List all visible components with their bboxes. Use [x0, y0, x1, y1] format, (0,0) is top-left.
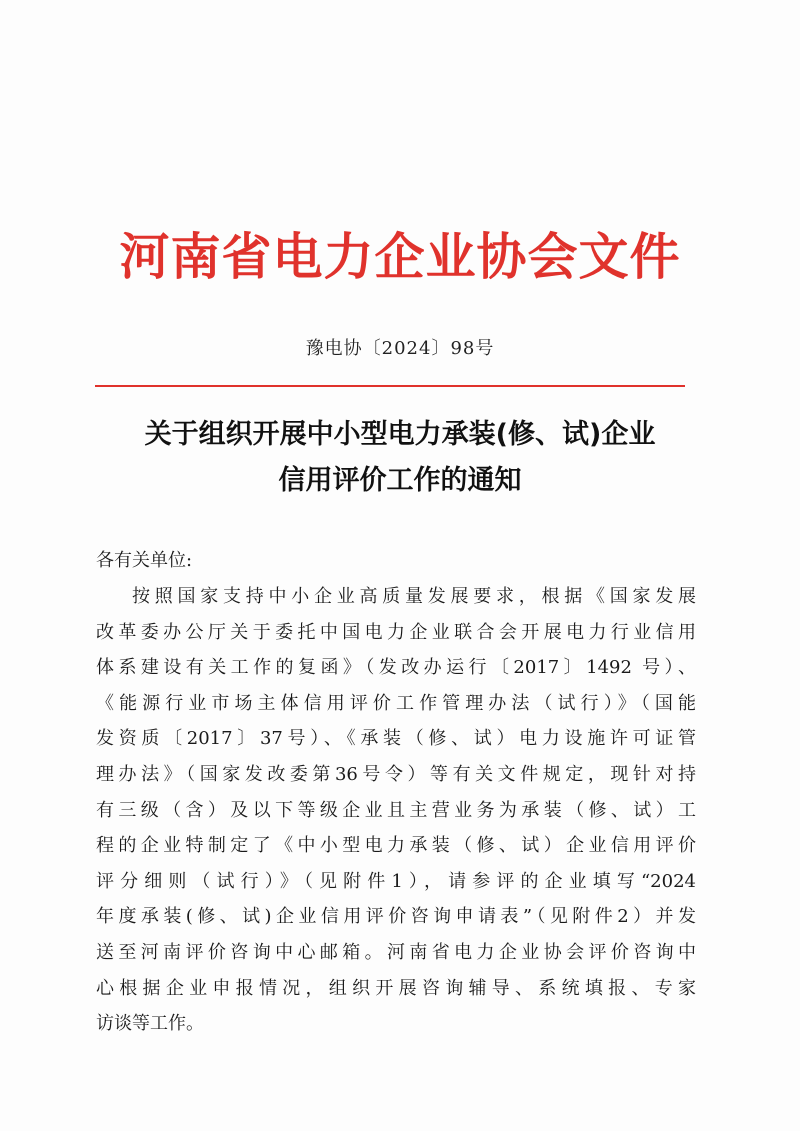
- body-line: 访谈等工作。: [96, 1013, 204, 1035]
- salutation: 各有关单位:: [96, 550, 193, 571]
- document-title-line-2: 信用评价工作的通知: [278, 465, 522, 496]
- body-line: 年度承装(修、试)企业信用评价咨询申请表”（见附件2）并发: [96, 906, 696, 928]
- document-title: [90, 412, 710, 504]
- body-line: 《能源行业市场主体信用评价工作管理办法（试行）》（国能: [96, 692, 696, 714]
- body-line: 理办法》（国家发改委第36号令）等有关文件规定，现针对持: [96, 763, 696, 785]
- document-number: 豫电协〔2024〕98号: [305, 338, 495, 359]
- body-paragraph: [96, 579, 696, 1042]
- document-title-line-1: 关于组织开展中小型电力承装(修、试)企业: [144, 419, 656, 450]
- body-line: 评分细则（试行）》（见附件1），请参评的企业填写“2024: [96, 870, 696, 892]
- body-line: 程的企业特制定了《中小型电力承装（修、试）企业信用评价: [96, 835, 696, 857]
- masthead-title: 河南省电力企业协会文件: [119, 227, 681, 286]
- body-line: 有三级（含）及以下等级企业且主营业务为承装（修、试）工: [96, 799, 696, 821]
- body-line: 按照国家支持中小企业高质量发展要求，根据《国家发展: [132, 586, 696, 607]
- body-line: 体系建设有关工作的复函》（发改办运行〔2017〕1492 号）、: [96, 657, 696, 679]
- body-line: 心根据企业申报情况，组织开展咨询辅导、系统填报、专家: [96, 977, 696, 999]
- red-divider-line: [95, 385, 685, 387]
- body-line: 发资质〔2017〕37号）、《承装（修、试）电力设施许可证管: [96, 728, 696, 750]
- body-line: 改革委办公厅关于委托中国电力企业联合会开展电力行业信用: [96, 621, 696, 643]
- body-line: 送至河南评价咨询中心邮箱。河南省电力企业协会评价咨询中: [96, 941, 696, 963]
